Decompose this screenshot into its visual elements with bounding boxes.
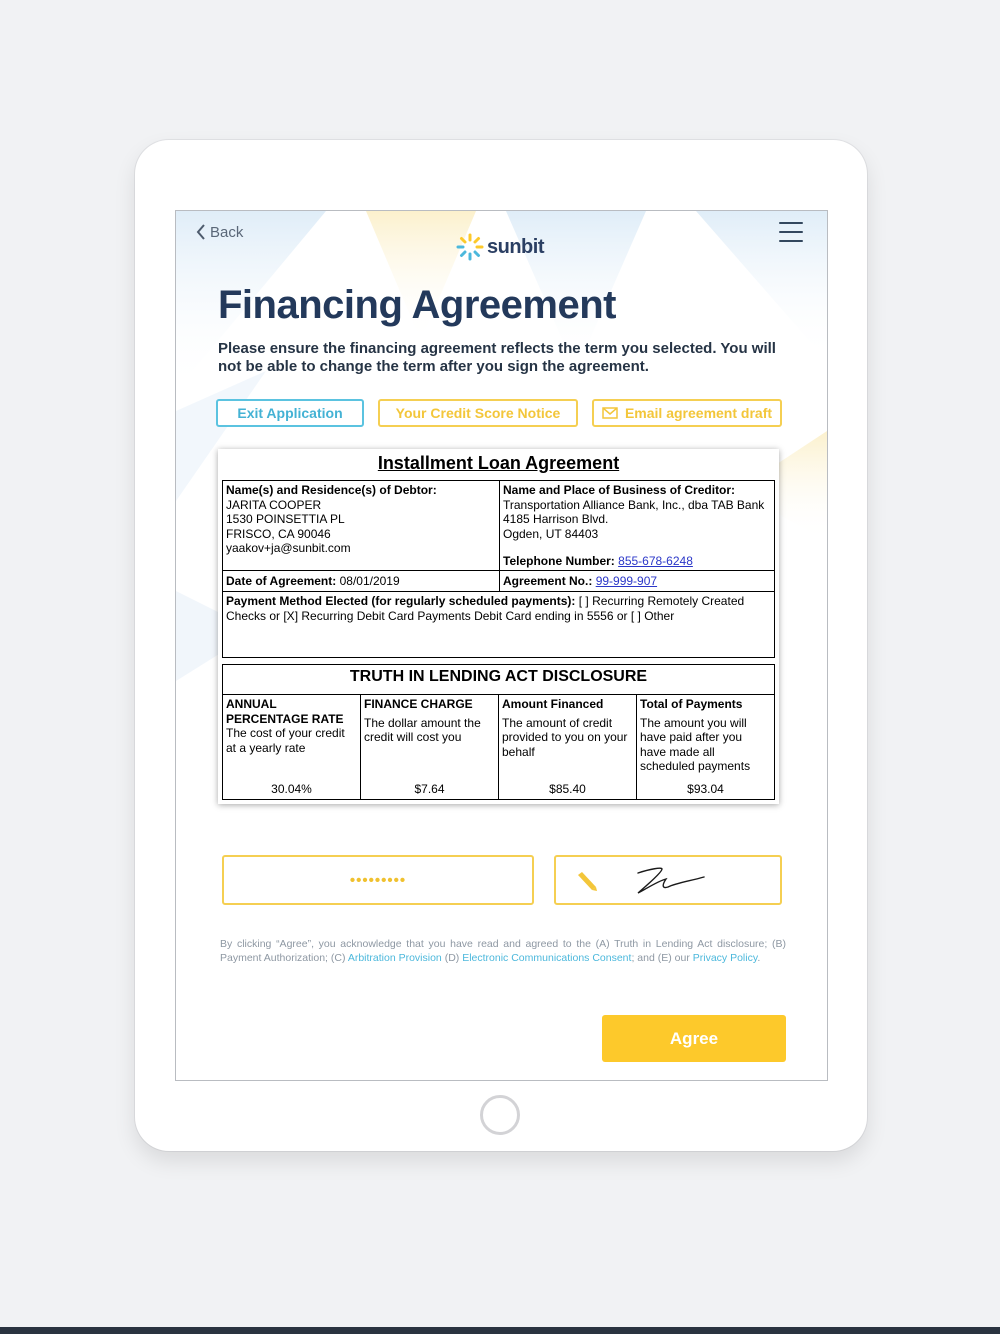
back-button[interactable]	[196, 221, 243, 243]
tablet-home-button[interactable]	[480, 1095, 520, 1135]
email-agreement-draft-button[interactable]	[592, 399, 782, 427]
debtor-cell	[223, 481, 499, 558]
agreement-no-link[interactable]: 99-999-907	[595, 574, 658, 588]
tablet-frame	[135, 140, 867, 1151]
tila-finance-charge-heading: FINANCE CHARGE	[364, 697, 473, 711]
tila-amount-financed-desc: The amount of credit provided to you on your behalf	[502, 715, 628, 759]
date-value: 08/01/2019	[339, 574, 400, 588]
back-label: Back	[210, 223, 244, 241]
creditor-cell	[500, 481, 774, 570]
payment-method-label: Payment Method Elected (for regularly scheduled payments):	[226, 594, 576, 608]
hamburger-menu-icon[interactable]	[779, 222, 803, 242]
sunbit-logo	[456, 233, 544, 261]
agreement-disclaimer	[220, 938, 786, 965]
agreement-document[interactable]	[218, 449, 779, 804]
privacy-policy-link[interactable]: Privacy Policy	[692, 951, 758, 964]
disclaimer-text: ; and (E) our	[631, 951, 693, 964]
page-title: Financing Agreement	[218, 283, 616, 327]
code-value: •••••••••	[349, 871, 407, 889]
debtor-heading: Name(s) and Residence(s) of Debtor:	[226, 483, 437, 497]
tila-amount-financed-column	[499, 695, 636, 799]
creditor-heading: Name and Place of Business of Creditor:	[503, 483, 736, 497]
tila-apr-value: 30.04%	[271, 781, 312, 796]
electronic-consent-link[interactable]: Electronic Communications Consent	[462, 951, 632, 964]
tila-total-payments-heading: Total of Payments	[640, 697, 743, 711]
payment-method-text: [ ] Recurring Remotely Created Checks or [X] Recurring Debit Card Payments Debit Card ending in 5556 or [ ] Other	[226, 594, 745, 623]
envelope-icon	[602, 407, 618, 419]
pencil-icon	[574, 872, 598, 892]
debtor-line: JARITA COOPER	[226, 497, 322, 512]
debtor-line: yaakov+ja@sunbit.com	[226, 541, 351, 555]
exit-application-label: Exit Application	[237, 405, 343, 421]
tila-amount-financed-heading: Amount Financed	[502, 697, 604, 711]
app-screen	[175, 210, 828, 1081]
tila-finance-charge-value: $7.64	[414, 781, 445, 796]
email-agreement-draft-label: Email agreement draft	[624, 405, 773, 421]
tila-finance-charge-column	[361, 695, 498, 799]
payment-method-cell	[223, 592, 763, 625]
code-input[interactable]	[222, 855, 534, 905]
bottom-bar	[0, 1327, 1000, 1334]
telephone-label: Telephone Number:	[503, 554, 615, 568]
date-label: Date of Agreement:	[226, 574, 337, 588]
arbitration-provision-link[interactable]: Arbitration Provision	[347, 951, 442, 964]
agree-button[interactable]: Agree	[602, 1015, 786, 1062]
parties-box	[222, 480, 775, 658]
tila-title: TRUTH IN LENDING ACT DISCLOSURE	[349, 668, 648, 685]
tila-total-payments-column	[637, 695, 774, 799]
date-cell	[223, 572, 499, 591]
creditor-line: Transportation Alliance Bank, Inc., dba TAB Bank	[503, 497, 765, 512]
credit-score-notice-label: Your Credit Score Notice	[395, 405, 561, 421]
tila-total-payments-desc: The amount you will have paid after you have made all scheduled payments	[640, 715, 751, 773]
debtor-line: 1530 POINSETTIA PL	[226, 512, 345, 526]
creditor-line: 4185 Harrison Blvd.	[503, 512, 609, 526]
agreement-title: Installment Loan Agreement	[377, 453, 620, 473]
agreement-no-cell	[500, 572, 774, 591]
telephone-link[interactable]: 855-678-6248	[618, 554, 693, 568]
logo-text: sunbit	[487, 235, 544, 258]
debtor-line: FRISCO, CA 90046	[226, 526, 331, 541]
exit-application-button[interactable]	[216, 399, 364, 427]
tila-total-payments-value: $93.04	[687, 781, 724, 796]
tila-box	[222, 664, 775, 800]
sunbit-sun-icon	[456, 233, 484, 261]
disclaimer-text: .	[757, 951, 761, 964]
tila-apr-desc: The cost of your credit at a yearly rate	[226, 726, 345, 755]
tila-apr-heading: ANNUAL PERCENTAGE RATE	[226, 697, 344, 726]
creditor-line: Ogden, UT 84403	[503, 526, 599, 541]
signature-field[interactable]	[554, 855, 782, 905]
signature-mark	[632, 865, 708, 897]
page-subtitle: Please ensure the financing agreement reflects the term you selected. You will not be able to change the term after you sign the agreement.	[218, 340, 776, 375]
disclaimer-text: By clicking “Agree”, you acknowledge that you have read and agreed to the (A) Truth in Lending Act disclosure; (B) Payment Authorization; (C)	[220, 938, 786, 964]
tila-amount-financed-value: $85.40	[549, 781, 586, 796]
chevron-left-icon	[196, 223, 206, 241]
credit-score-notice-button[interactable]	[378, 399, 578, 427]
agreement-no-label: Agreement No.:	[503, 574, 593, 588]
tila-apr-column	[223, 695, 360, 799]
disclaimer-text: (D)	[441, 951, 463, 964]
tila-finance-charge-desc: The dollar amount the credit will cost you	[364, 715, 481, 744]
